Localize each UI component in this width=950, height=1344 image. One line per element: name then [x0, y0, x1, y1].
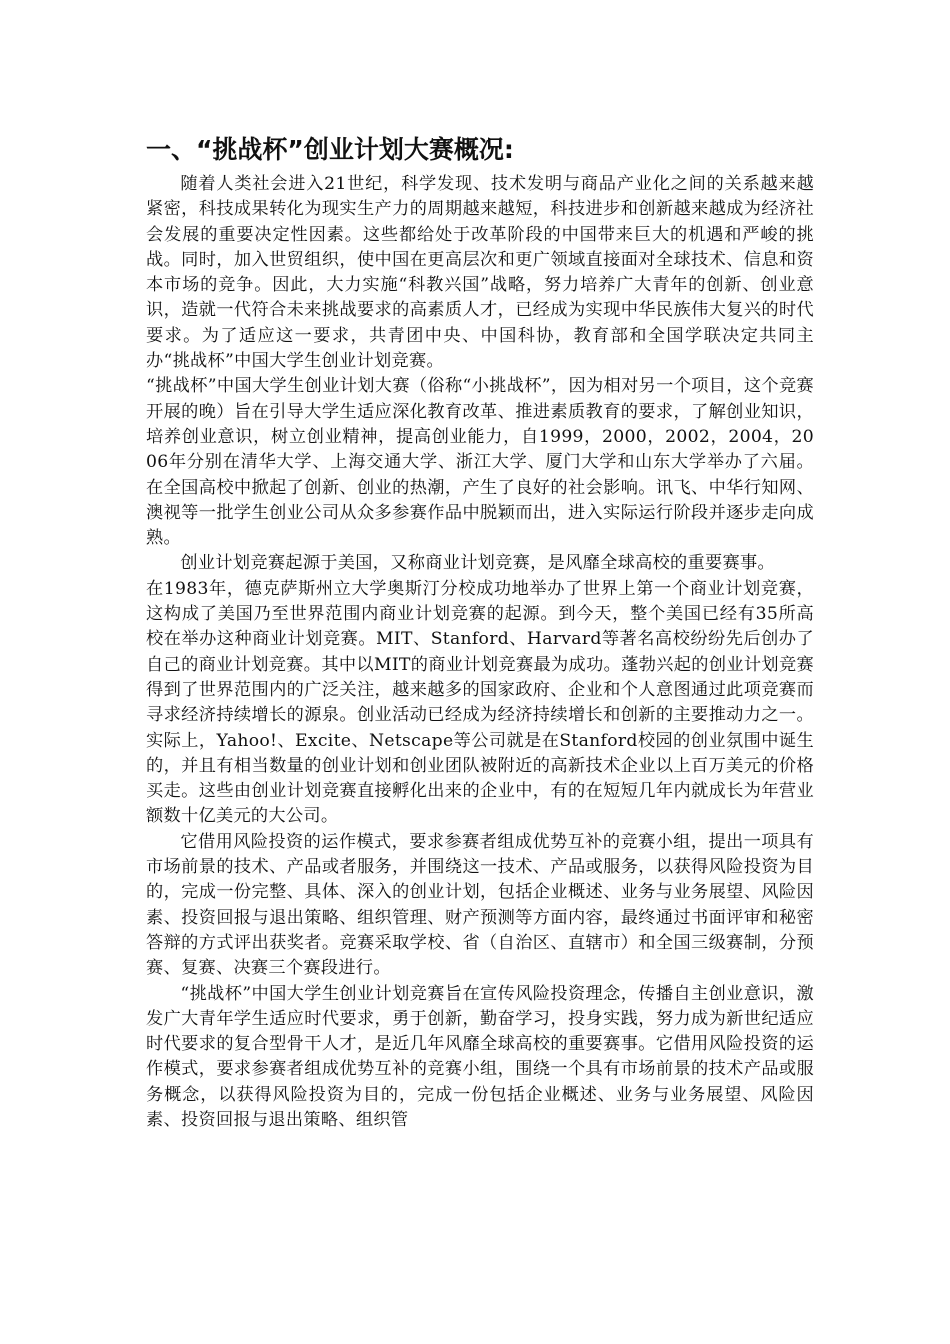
paragraph-intro: 随着人类社会进入21世纪，科学发现、技术发明与商品产业化之间的关系越来越紧密，科技成果转化为现实生产力的周期越来越短，科技进步和创新越来越成为经济社会发展的重要决定性因素。这些都给处于改革阶段的中国带来巨大的机遇和严峻的挑战。同时，加入世贸组织，使中国在更高层次和更广领域直接面对全球技术、信息和资本市场的竞争。因此，大力实施“科教兴国”战略，努力培养广大青年的创新、创业意识，造就一代符合未来挑战要求的高素质人才，已经成为实现中华民族伟大复兴的时代要求。为了适应这一要求，共青团中央、中国科协，教育部和全国学联决定共同主办“挑战杯”中国大学生创业计划竞赛。 [146, 174, 814, 372]
section-heading: 一、“挑战杯”创业计划大赛概况: [146, 135, 514, 164]
paragraph-purpose: “挑战杯”中国大学生创业计划竞赛旨在宣传风险投资理念，传播自主创业意识，激发广大青年学生适应时代要求，勇于创新，勤奋学习，投身实践，努力成为新世纪适应时代要求的复合型骨干人才，是近几年风靡全球高校的重要赛事。它借用风险投资的运作模式，要求参赛者组成优势互补的竞赛小组，围绕一个具有市场前景的技术产品或服务概念，以获得风险投资为目的，完成一份包括企业概述、业务与业务展望、风险因素、投资回报与退出策略、组织管 [146, 983, 814, 1130]
document-body [146, 172, 814, 1133]
paragraph-us-history: 在1983年，德克萨斯州立大学奥斯汀分校成功地举办了世界上第一个商业计划竞赛，这构成了美国乃至世界范围内商业计划竞赛的起源。到今天，整个美国已经有35所高校在举办这种商业计划竞赛。MIT、Stanford、Harvard等著名高校纷纷先后创办了自己的商业计划竞赛。其中以MIT的商业计划竞赛最为成功。蓬勃兴起的创业计划竞赛得到了世界范围内的广泛关注，越来越多的国家政府、企业和个人意图通过此项竞赛而寻求经济持续增长的源泉。创业活动已经成为经济持续增长和创新的主要推动力之一。实际上，Yahoo!、Excite、Netscape等公司就是在Stanford校园的创业氛围中诞生的，并且有相当数量的创业计划和创业团队被附近的高新技术企业以上百万美元的价格买走。这些由创业计划竞赛直接孵化出来的企业中，有的在短短几年内就成长为年营业额数十亿美元的大公司。 [146, 578, 814, 827]
paragraph-format: 它借用风险投资的运作模式，要求参赛者组成优势互补的竞赛小组，提出一项具有市场前景的技术、产品或者服务，并围绕这一技术、产品或服务，以获得风险投资为目的，完成一份完整、具体、深入的创业计划，包括企业概述、业务与业务展望、风险因素、投资回报与退出策略、组织管理、财产预测等方面内容，最终通过书面评审和秘密答辩的方式评出获奖者。竞赛采取学校、省（自治区、直辖市）和全国三级赛制，分预赛、复赛、决赛三个赛段进行。 [146, 831, 814, 979]
paragraph-competition-history: “挑战杯”中国大学生创业计划大赛（俗称“小挑战杯”，因为相对另一个项目，这个竞赛开展的晚）旨在引导大学生适应深化教育改革、推进素质教育的要求，了解创业知识，培养创业意识，树立创业精神，提高创业能力，自1999，2000，2002，2004，2006年分别在清华大学、上海交通大学、浙江大学、厦门大学和山东大学举办了六届。在全国高校中掀起了创新、创业的热潮，产生了良好的社会影响。讯飞、中华行知网、澳视等一批学生创业公司从众多参赛作品中脱颖而出，进入实际运行阶段并逐步走向成熟。 [146, 376, 814, 549]
paragraph-origin: 创业计划竞赛起源于美国，又称商业计划竞赛，是风靡全球高校的重要赛事。 [180, 553, 775, 574]
